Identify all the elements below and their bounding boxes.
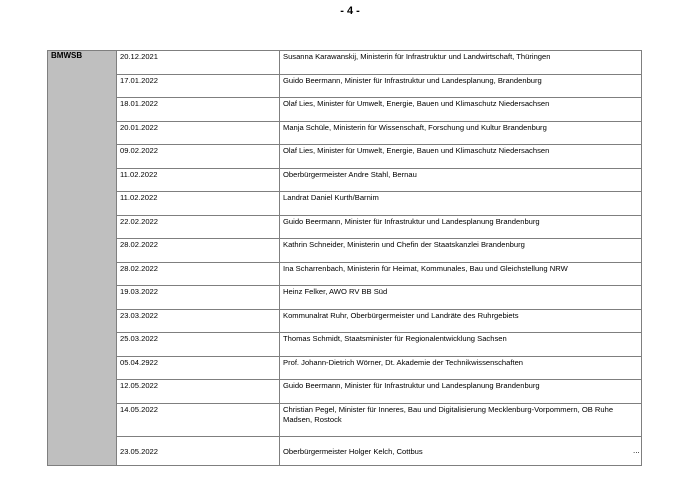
department-cell: BMWSB [48,51,117,466]
date-cell: 11.02.2022 [117,168,280,192]
date-cell: 23.05.2022 [117,436,280,465]
date-cell: 18.01.2022 [117,98,280,122]
table-row [48,74,642,98]
date-cell: 09.02.2022 [117,145,280,169]
table-row [48,98,642,122]
table-row [48,333,642,357]
entry-cell: Olaf Lies, Minister für Umwelt, Energie, Bauen und Klimaschutz Niedersachsen [280,98,642,122]
date-cell: 12.05.2022 [117,380,280,404]
entry-cell: Guido Beermann, Minister für Infrastruktur und Landesplanung Brandenburg [280,380,642,404]
entry-cell: Olaf Lies, Minister für Umwelt, Energie, Bauen und Klimaschutz Niedersachsen [280,145,642,169]
table-row [48,192,642,216]
entry-cell: Manja Schüle, Ministerin für Wissenschaft, Forschung und Kultur Brandenburg [280,121,642,145]
table-row [48,356,642,380]
meetings-table [47,50,642,466]
table-row [48,403,642,436]
date-cell: 28.02.2022 [117,239,280,263]
table-row [48,215,642,239]
table-row [48,380,642,404]
entry-cell: Ina Scharrenbach, Ministerin für Heimat, Kommunales, Bau und Gleichstellung NRW [280,262,642,286]
date-cell: 19.03.2022 [117,286,280,310]
entry-cell: Guido Beermann, Minister für Infrastruktur und Landesplanung, Brandenburg [280,74,642,98]
table-row [48,145,642,169]
entry-cell: Christian Pegel, Minister für Inneres, Bau und Digitalisierung Mecklenburg-Vorpommern, OB Ruhe Madsen, Rostock [280,403,642,436]
entry-cell: Thomas Schmidt, Staatsminister für Regionalentwicklung Sachsen [280,333,642,357]
table-row [48,51,642,75]
table-row [48,262,642,286]
table-row [48,168,642,192]
date-cell: 05.04.2922 [117,356,280,380]
date-cell: 20.12.2021 [117,51,280,75]
date-cell: 23.03.2022 [117,309,280,333]
date-cell: 20.01.2022 [117,121,280,145]
table-row [48,436,642,465]
table-row [48,239,642,263]
entry-cell: Oberbürgermeister Andre Stahl, Bernau [280,168,642,192]
continuation-marker: ... [633,446,640,455]
table-row [48,121,642,145]
date-cell: 25.03.2022 [117,333,280,357]
date-cell: 17.01.2022 [117,74,280,98]
table-row [48,309,642,333]
entry-cell: Susanna Karawanskij, Ministerin für Infrastruktur und Landwirtschaft, Thüringen [280,51,642,75]
entry-cell: Guido Beermann, Minister für Infrastruktur und Landesplanung Brandenburg [280,215,642,239]
entry-cell: Prof. Johann-Dietrich Wörner, Dt. Akademie der Technikwissenschaften [280,356,642,380]
entry-cell: Landrat Daniel Kurth/Barnim [280,192,642,216]
entry-cell: Oberbürgermeister Holger Kelch, Cottbus [280,436,642,465]
date-cell: 11.02.2022 [117,192,280,216]
table-row [48,286,642,310]
entry-cell: Kommunalrat Ruhr, Oberbürgermeister und Landräte des Ruhrgebiets [280,309,642,333]
date-cell: 28.02.2022 [117,262,280,286]
entry-cell: Heinz Felker, AWO RV BB Süd [280,286,642,310]
entry-cell: Kathrin Schneider, Ministerin und Chefin der Staatskanzlei Brandenburg [280,239,642,263]
date-cell: 14.05.2022 [117,403,280,436]
page-number: - 4 - [340,5,360,17]
date-cell: 22.02.2022 [117,215,280,239]
meetings-table-body [48,51,642,466]
